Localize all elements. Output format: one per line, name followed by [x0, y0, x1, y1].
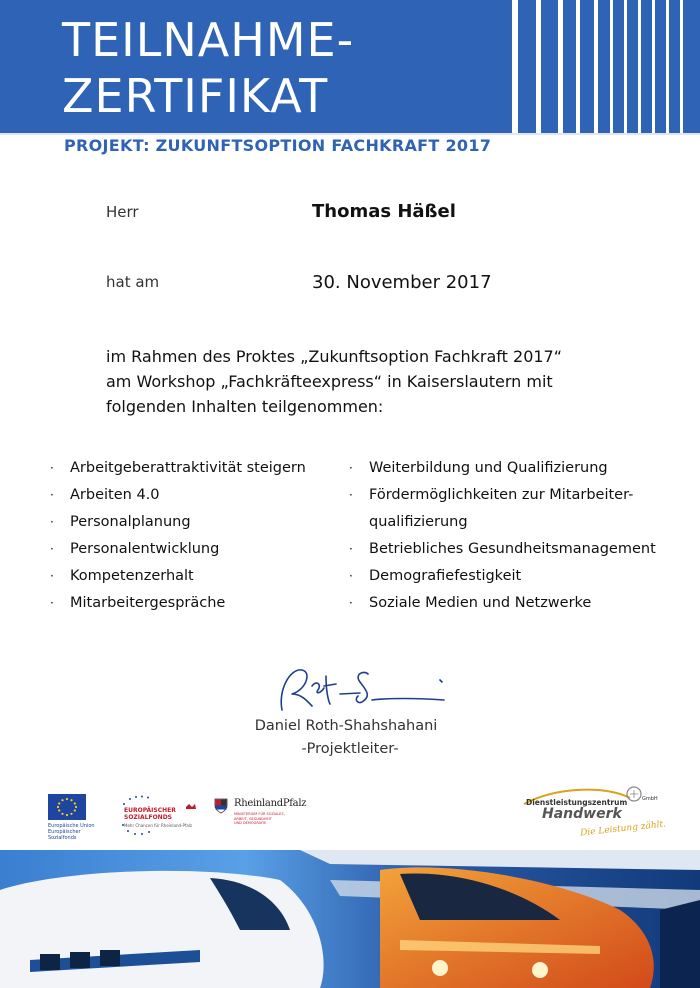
bullet-icon: ·: [349, 596, 353, 610]
bullet-icon: ·: [50, 461, 54, 475]
signer-name: Daniel Roth-Shahshahani: [254, 718, 438, 734]
esf-logo-text: EUROPÄISCHER SOZIALFONDS: [124, 807, 176, 821]
bullet-icon: ·: [50, 569, 54, 583]
salutation: Herr: [106, 203, 139, 221]
train-photo: [0, 850, 700, 988]
date-label: hat am: [106, 273, 160, 291]
topics-list-right: [349, 455, 656, 617]
bullet-icon: ·: [50, 515, 54, 529]
topics-list-left: [50, 455, 306, 617]
intro-line-2: am Workshop „Fachkräfteexpress“ in Kaiserslautern mit: [106, 372, 553, 391]
certificate-title: [62, 12, 354, 124]
bullet-icon: ·: [50, 488, 54, 502]
list-item: · Betriebliches Gesundheitsmanagement: [369, 536, 656, 563]
recipient-name: Thomas Häßel: [312, 201, 456, 222]
header-divider: [0, 133, 700, 135]
project-subtitle: PROJEKT: ZUKUNFTSOPTION FACHKRAFT 2017: [64, 136, 492, 155]
bullet-icon: ·: [50, 596, 54, 610]
list-item-continuation: qualifizierung: [369, 514, 468, 530]
dlz-handwerk-logo: Dienstleistungszentrum GmbH Handwerk Die Leistung zählt.: [518, 784, 678, 840]
title-line-2: ZERTIFIKAT: [62, 69, 329, 123]
list-item: · Personalentwicklung: [70, 536, 306, 563]
bullet-icon: ·: [349, 542, 353, 556]
eu-logo: [48, 794, 108, 841]
participation-date: 30. November 2017: [312, 272, 492, 293]
bullet-icon: ·: [349, 569, 353, 583]
title-line-1: TEILNAHME-: [62, 13, 355, 67]
eu-logo-text: Europäische Union Europäischer Sozialfonds: [48, 823, 95, 841]
list-item: · Arbeiten 4.0: [70, 482, 306, 509]
list-item: · Weiterbildung und Qualifizierung: [369, 455, 656, 482]
list-item: · Mitarbeitergespräche: [70, 590, 306, 617]
list-item: · Arbeitgeberattraktivität steigern: [70, 455, 306, 482]
list-item: · Personalplanung: [70, 509, 306, 536]
eu-flag-icon: [48, 794, 86, 820]
intro-line-3: folgenden Inhalten teilgenommen:: [106, 397, 384, 416]
rlp-logo-name: RheinlandPfalz: [234, 798, 307, 809]
header-stripes: [490, 0, 700, 133]
header-band: [0, 0, 700, 133]
list-item: · Soziale Medien und Netzwerke: [369, 590, 656, 617]
bullet-icon: ·: [50, 542, 54, 556]
bullet-icon: ·: [349, 461, 353, 475]
bullet-icon: ·: [349, 488, 353, 502]
signature-image: [268, 660, 458, 720]
rlp-logo-subtext: MINISTERIUM FÜR SOZIALES, ARBEIT, GESUNDHEIT UND DEMOGRAFIE: [234, 812, 285, 825]
list-item: · Demografiefestigkeit: [369, 563, 656, 590]
signer-role: -Projektleiter-: [301, 741, 399, 757]
intro-text: [106, 344, 626, 419]
list-item: · Kompetenzerhalt: [70, 563, 306, 590]
coat-of-arms-icon: [214, 798, 228, 814]
intro-line-1: im Rahmen des Proktes „Zukunftsoption Fachkraft 2017“: [106, 347, 563, 366]
esf-logo-subtext: Mehr Chancen für Rheinland-Pfalz: [124, 823, 192, 828]
list-item: · Fördermöglichkeiten zur Mitarbeiter-: [369, 482, 656, 509]
